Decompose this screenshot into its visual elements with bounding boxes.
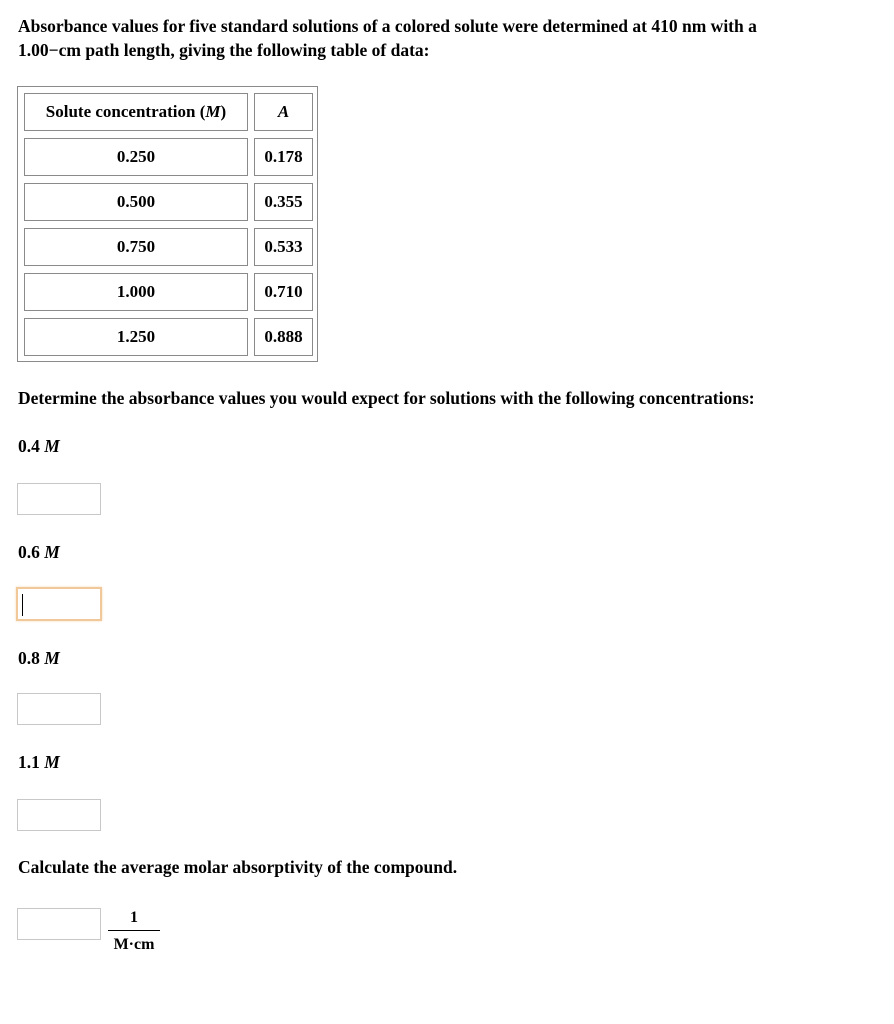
intro-line-1: Absorbance values for five standard solutions of a colored solute were determined at 410 nm with a	[18, 16, 757, 36]
table-cell-absorbance: 0.355	[254, 183, 313, 221]
table-cell-concentration: 0.250	[24, 138, 248, 176]
absorbance-answer-input[interactable]	[17, 799, 101, 831]
table-header-absorbance: A	[254, 93, 313, 131]
table-cell-concentration: 1.000	[24, 273, 248, 311]
unit-denominator: M·cm	[113, 936, 155, 953]
question-text: Determine the absorbance values you would expect for solutions with the following concentrations:	[18, 388, 755, 408]
concentration-label: 0.8 M	[18, 648, 60, 668]
data-table	[17, 86, 318, 362]
molar-absorptivity-prompt: Calculate the average molar absorptivity of the compound.	[18, 857, 458, 877]
table-cell-absorbance: 0.710	[254, 273, 313, 311]
fraction-bar	[108, 930, 160, 931]
absorbance-answer-input[interactable]	[16, 587, 102, 621]
table-cell-absorbance: 0.533	[254, 228, 313, 266]
table-cell-absorbance: 0.888	[254, 318, 313, 356]
table-header-concentration: Solute concentration ( M )	[24, 93, 248, 131]
text-caret	[22, 594, 23, 616]
molar-absorptivity-input[interactable]	[17, 908, 101, 940]
unit-numerator: 1	[130, 909, 138, 926]
table-cell-concentration: 0.500	[24, 183, 248, 221]
concentration-label: 0.4 M	[18, 436, 60, 456]
table-cell-absorbance: 0.178	[254, 138, 313, 176]
intro-line-2: 1.00−cm path length, giving the following table of data:	[18, 40, 430, 60]
absorbance-answer-input[interactable]	[17, 693, 101, 725]
table-cell-concentration: 1.250	[24, 318, 248, 356]
absorbance-answer-input[interactable]	[17, 483, 101, 515]
intro-text	[18, 14, 868, 62]
concentration-label: 0.6 M	[18, 542, 60, 562]
table-cell-concentration: 0.750	[24, 228, 248, 266]
concentration-label: 1.1 M	[18, 752, 60, 772]
unit-fraction	[108, 908, 160, 955]
